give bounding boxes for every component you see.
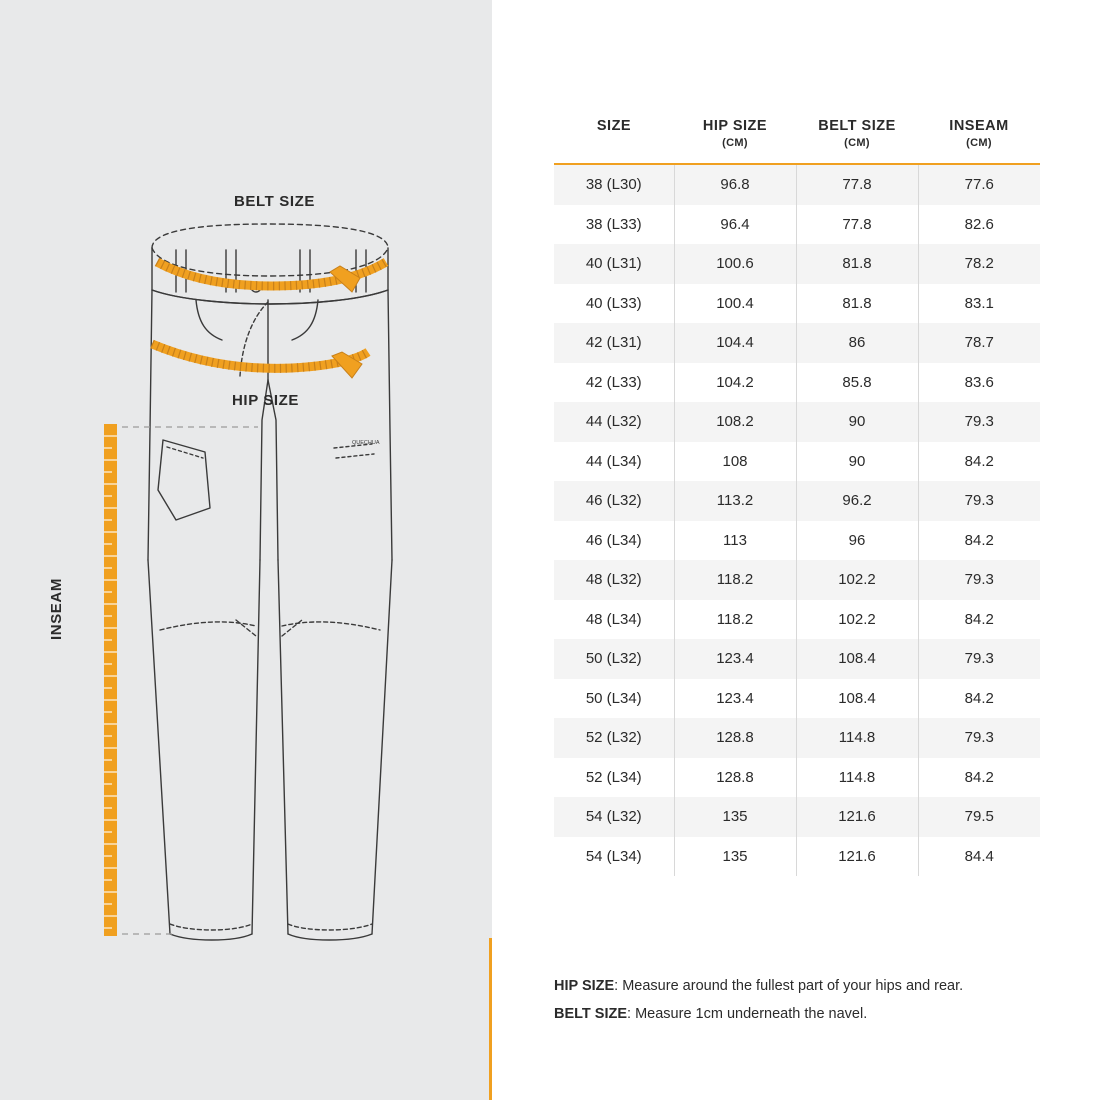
cell-hip: 108: [674, 442, 796, 482]
cell-hip: 100.4: [674, 284, 796, 324]
table-row: [554, 205, 1040, 245]
cell-hip: 128.8: [674, 758, 796, 798]
cell-inseam: 79.3: [918, 481, 1040, 521]
size-table-wrapper: [554, 118, 1040, 876]
cell-inseam: 84.2: [964, 768, 994, 786]
cell-inseam: 79.3: [918, 639, 1040, 679]
cell-hip: 113.2: [674, 481, 796, 521]
cell-belt: 90: [796, 442, 918, 482]
cell-inseam: 79.3: [918, 718, 1040, 758]
table-row: [554, 600, 1040, 640]
cell-hip: 118.2: [674, 600, 796, 640]
column-header-hip-size-unit: (CM): [722, 137, 748, 149]
cell-size: 46 (L32): [554, 481, 674, 521]
cell-belt: 77.8: [796, 164, 918, 205]
inseam-ruler: [104, 424, 258, 936]
note-belt-size-term: BELT SIZE: [554, 1006, 628, 1022]
cell-belt: 121.6: [796, 797, 918, 837]
cell-inseam: 82.6: [964, 215, 994, 233]
note-hip-size-text: : Measure around the fullest part of your hips and rear.: [614, 978, 964, 994]
cell-size: 52 (L34): [554, 758, 674, 798]
size-table-panel: [492, 0, 1100, 1100]
note-belt-size-text: : Measure 1cm underneath the navel.: [627, 1006, 868, 1022]
column-header-belt-size-label: BELT SIZE: [818, 118, 896, 134]
label-inseam: INSEAM: [48, 578, 65, 640]
column-header-inseam-label: INSEAM: [949, 118, 1009, 134]
cell-belt: 108.4: [796, 679, 918, 719]
cell-size: 38 (L30): [554, 164, 674, 205]
table-row: [554, 284, 1040, 324]
cell-belt: 96: [796, 521, 918, 561]
note-belt-size: [554, 1000, 1074, 1028]
cell-size: 40 (L31): [554, 244, 674, 284]
cell-inseam: 83.1: [964, 294, 994, 312]
cell-belt: 85.8: [796, 363, 918, 403]
column-header-size-label: SIZE: [596, 118, 632, 134]
column-header-inseam: [918, 118, 1040, 164]
label-hip-size: HIP SIZE: [232, 392, 300, 409]
cell-size: 38 (L33): [554, 205, 674, 245]
cell-belt: 108.4: [796, 639, 918, 679]
table-row: [554, 442, 1040, 482]
cell-size: 48 (L34): [554, 600, 674, 640]
table-row: [554, 481, 1040, 521]
cell-inseam: 77.6: [918, 164, 1040, 205]
table-row: [554, 164, 1040, 205]
cell-size: 48 (L32): [554, 560, 674, 600]
cell-belt: 102.2: [796, 600, 918, 640]
table-row: [554, 679, 1040, 719]
cell-inseam: 79.3: [918, 560, 1040, 600]
table-row: [554, 244, 1040, 284]
cell-size: 44 (L34): [554, 442, 674, 482]
cell-inseam: 84.2: [964, 610, 994, 628]
cell-inseam: 78.2: [918, 244, 1040, 284]
size-table: [554, 118, 1040, 876]
cell-hip: 128.8: [674, 718, 796, 758]
cell-size: 42 (L33): [554, 363, 674, 403]
table-row: [554, 758, 1040, 798]
cell-size: 52 (L32): [554, 718, 674, 758]
cell-size: 44 (L32): [554, 402, 674, 442]
cell-size: 40 (L33): [554, 284, 674, 324]
table-row: [554, 560, 1040, 600]
cell-belt: 102.2: [796, 560, 918, 600]
table-row: [554, 639, 1040, 679]
cell-hip: 123.4: [674, 639, 796, 679]
cell-hip: 104.4: [674, 323, 796, 363]
cell-hip: 123.4: [674, 679, 796, 719]
cell-belt: 90: [796, 402, 918, 442]
cell-hip: 135: [674, 797, 796, 837]
table-head: [554, 118, 1040, 164]
column-header-hip-size-label: HIP SIZE: [702, 118, 768, 134]
column-header-size: [554, 118, 674, 164]
table-row: [554, 797, 1040, 837]
table-row: [554, 718, 1040, 758]
cell-size: 54 (L32): [554, 797, 674, 837]
cell-size: 42 (L31): [554, 323, 674, 363]
brand-mark: QUECHUA: [352, 440, 380, 446]
table-row: [554, 837, 1040, 877]
cell-inseam: 79.5: [918, 797, 1040, 837]
cell-belt: 81.8: [796, 284, 918, 324]
column-header-belt-size: [796, 118, 918, 164]
cell-hip: 104.2: [674, 363, 796, 403]
belt-size-tape: [157, 262, 386, 292]
cell-belt: 86: [796, 323, 918, 363]
cell-hip: 135: [674, 837, 796, 877]
column-header-inseam-unit: (CM): [966, 137, 992, 149]
cell-hip: 118.2: [674, 560, 796, 600]
cell-hip: 113: [674, 521, 796, 561]
column-header-belt-size-unit: (CM): [844, 137, 870, 149]
cell-belt: 121.6: [796, 837, 918, 877]
table-header-row: [554, 118, 1040, 164]
illustration-panel: [0, 0, 492, 1100]
cell-belt: 96.2: [796, 481, 918, 521]
cell-hip: 108.2: [674, 402, 796, 442]
cell-inseam: 84.2: [964, 452, 994, 470]
cell-size: 50 (L34): [554, 679, 674, 719]
cell-size: 46 (L34): [554, 521, 674, 561]
cell-inseam: 84.2: [964, 689, 994, 707]
table-body: [554, 164, 1040, 876]
table-row: [554, 363, 1040, 403]
cell-inseam: 83.6: [964, 373, 994, 391]
table-row: [554, 402, 1040, 442]
cell-belt: 81.8: [796, 244, 918, 284]
cell-hip: 100.6: [674, 244, 796, 284]
measurement-notes: [554, 972, 1074, 1028]
column-header-hip-size: [674, 118, 796, 164]
note-hip-size: [554, 972, 1074, 1000]
label-belt-size: BELT SIZE: [234, 193, 315, 210]
cell-belt: 77.8: [796, 205, 918, 245]
hip-size-tape: [152, 344, 368, 378]
cell-inseam: 84.4: [964, 847, 994, 865]
cell-inseam: 79.3: [918, 402, 1040, 442]
note-hip-size-term: HIP SIZE: [554, 978, 615, 994]
trousers-illustration: [0, 0, 492, 1100]
cell-size: 54 (L34): [554, 837, 674, 877]
cell-inseam: 84.2: [964, 531, 994, 549]
table-row: [554, 521, 1040, 561]
cell-hip: 96.4: [674, 205, 796, 245]
cell-belt: 114.8: [796, 758, 918, 798]
cell-size: 50 (L32): [554, 639, 674, 679]
cell-hip: 96.8: [674, 164, 796, 205]
cell-belt: 114.8: [796, 718, 918, 758]
cell-inseam: 78.7: [918, 323, 1040, 363]
table-row: [554, 323, 1040, 363]
